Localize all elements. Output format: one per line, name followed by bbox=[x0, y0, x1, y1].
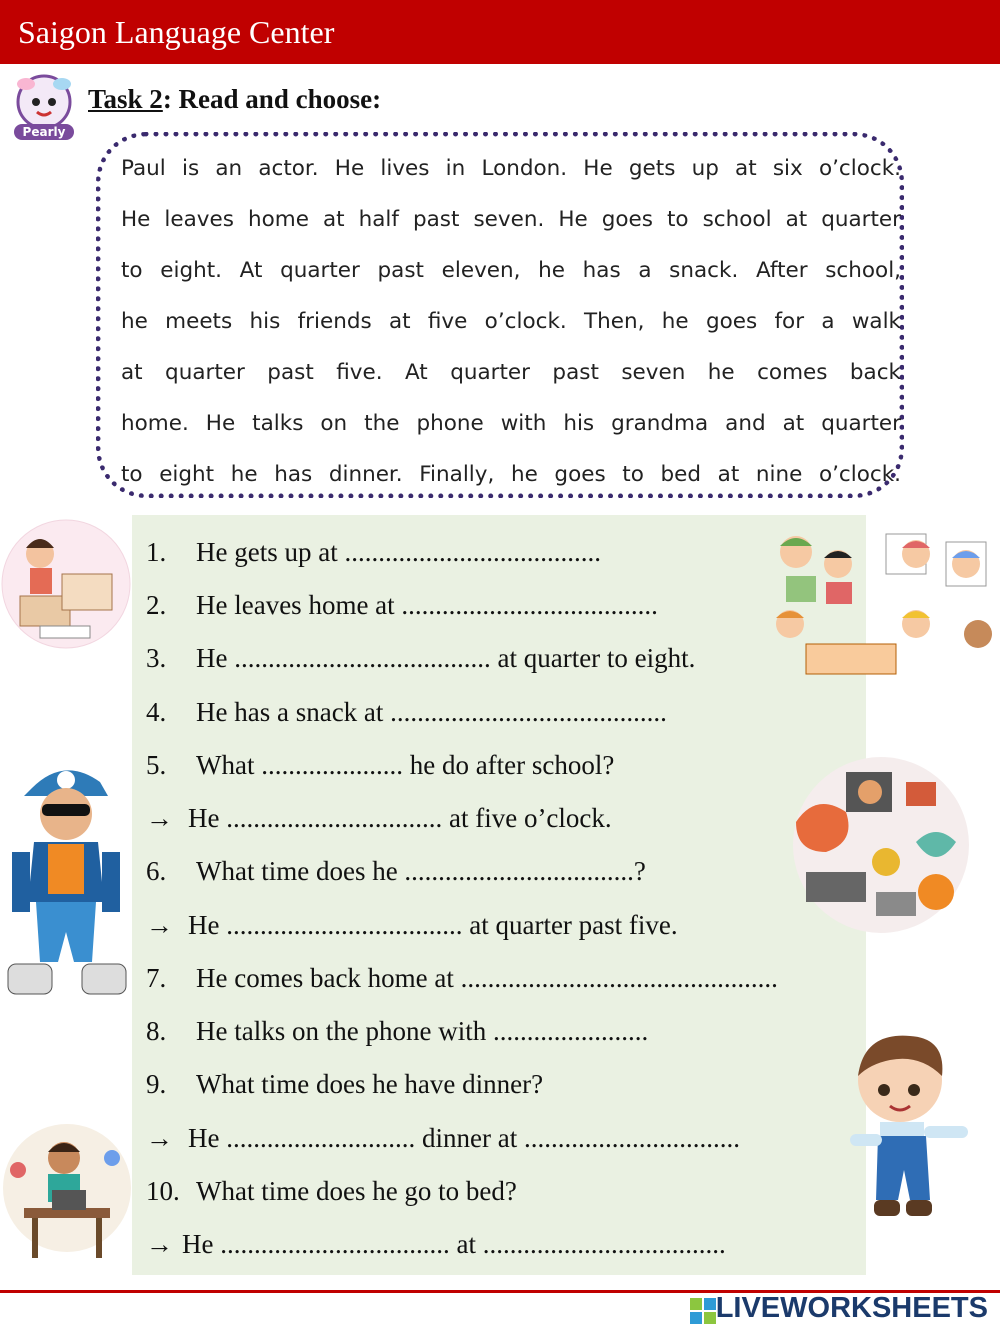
kids-painting-icon bbox=[766, 524, 998, 686]
question-4[interactable]: 4. He has a snack at ......................................... bbox=[146, 697, 667, 727]
reading-passage bbox=[121, 143, 901, 500]
arrow-icon: → bbox=[146, 1229, 173, 1259]
arrow-icon: → bbox=[146, 1123, 173, 1153]
task-instruction: : Read and choose: bbox=[162, 84, 382, 114]
task-number: Task 2 bbox=[88, 84, 163, 114]
girl-with-toys-icon bbox=[0, 516, 132, 652]
liveworksheets-logo-icon bbox=[690, 1298, 716, 1324]
question-7[interactable]: 7. He comes back home at ............................................... bbox=[146, 963, 778, 993]
passage-line: home. He talks on the phone with his grandma and at quarter bbox=[121, 411, 901, 436]
pearly-logo-icon bbox=[8, 72, 80, 144]
question-2[interactable]: 2. He leaves home at ...................................... bbox=[146, 590, 658, 620]
liveworksheets-brand[interactable]: LIVEWORKSHEETS bbox=[715, 1292, 988, 1324]
passage-line: Paul is an actor. He lives in London. He gets up at six o’clock. bbox=[121, 156, 901, 181]
answer-6[interactable]: → He ................................... at quarter past five. bbox=[146, 910, 678, 940]
passage-line: to eight. At quarter past eleven, he has a snack. After school, bbox=[121, 258, 901, 283]
answer-9[interactable]: → He ............................ dinner at ................................ bbox=[146, 1123, 740, 1153]
reading-passage-box bbox=[96, 132, 904, 498]
arrow-icon: → bbox=[146, 803, 173, 833]
task-heading bbox=[88, 84, 381, 115]
question-9: 9. What time does he have dinner? bbox=[146, 1069, 544, 1099]
question-5[interactable]: 5. What ..................... he do after school? bbox=[146, 750, 615, 780]
passage-line: he meets his friends at five o’clock. Then, he goes for a walk bbox=[121, 309, 901, 334]
busy-student-icon bbox=[2, 1118, 132, 1266]
header-bar bbox=[0, 0, 1000, 64]
boy-in-overalls-icon bbox=[850, 1030, 974, 1224]
question-1[interactable]: 1. He gets up at ...................................... bbox=[146, 537, 601, 567]
header-title: Saigon Language Center bbox=[18, 14, 335, 50]
question-10: 10. What time does he go to bed? bbox=[146, 1176, 517, 1206]
answer-5[interactable]: → He ................................ at five o’clock. bbox=[146, 803, 612, 833]
questions-panel bbox=[132, 515, 866, 1275]
boy-with-cap-icon bbox=[4, 752, 130, 1002]
passage-line: to eight he has dinner. Finally, he goes to bed at nine o’clock. bbox=[121, 462, 901, 487]
arrow-icon: → bbox=[146, 910, 173, 940]
answer-10[interactable]: → He .................................. at .................................... bbox=[146, 1229, 726, 1259]
question-6[interactable]: 6. What time does he ..................................? bbox=[146, 856, 646, 886]
question-8[interactable]: 8. He talks on the phone with ....................... bbox=[146, 1016, 649, 1046]
logo-label: Pearly bbox=[22, 125, 66, 139]
passage-line: at quarter past five. At quarter past seven he comes back bbox=[121, 360, 901, 385]
messy-stuff-icon bbox=[786, 752, 976, 938]
question-3[interactable]: 3. He ...................................... at quarter to eight. bbox=[146, 643, 696, 673]
passage-line: He leaves home at half past seven. He goes to school at quarter bbox=[121, 207, 901, 232]
